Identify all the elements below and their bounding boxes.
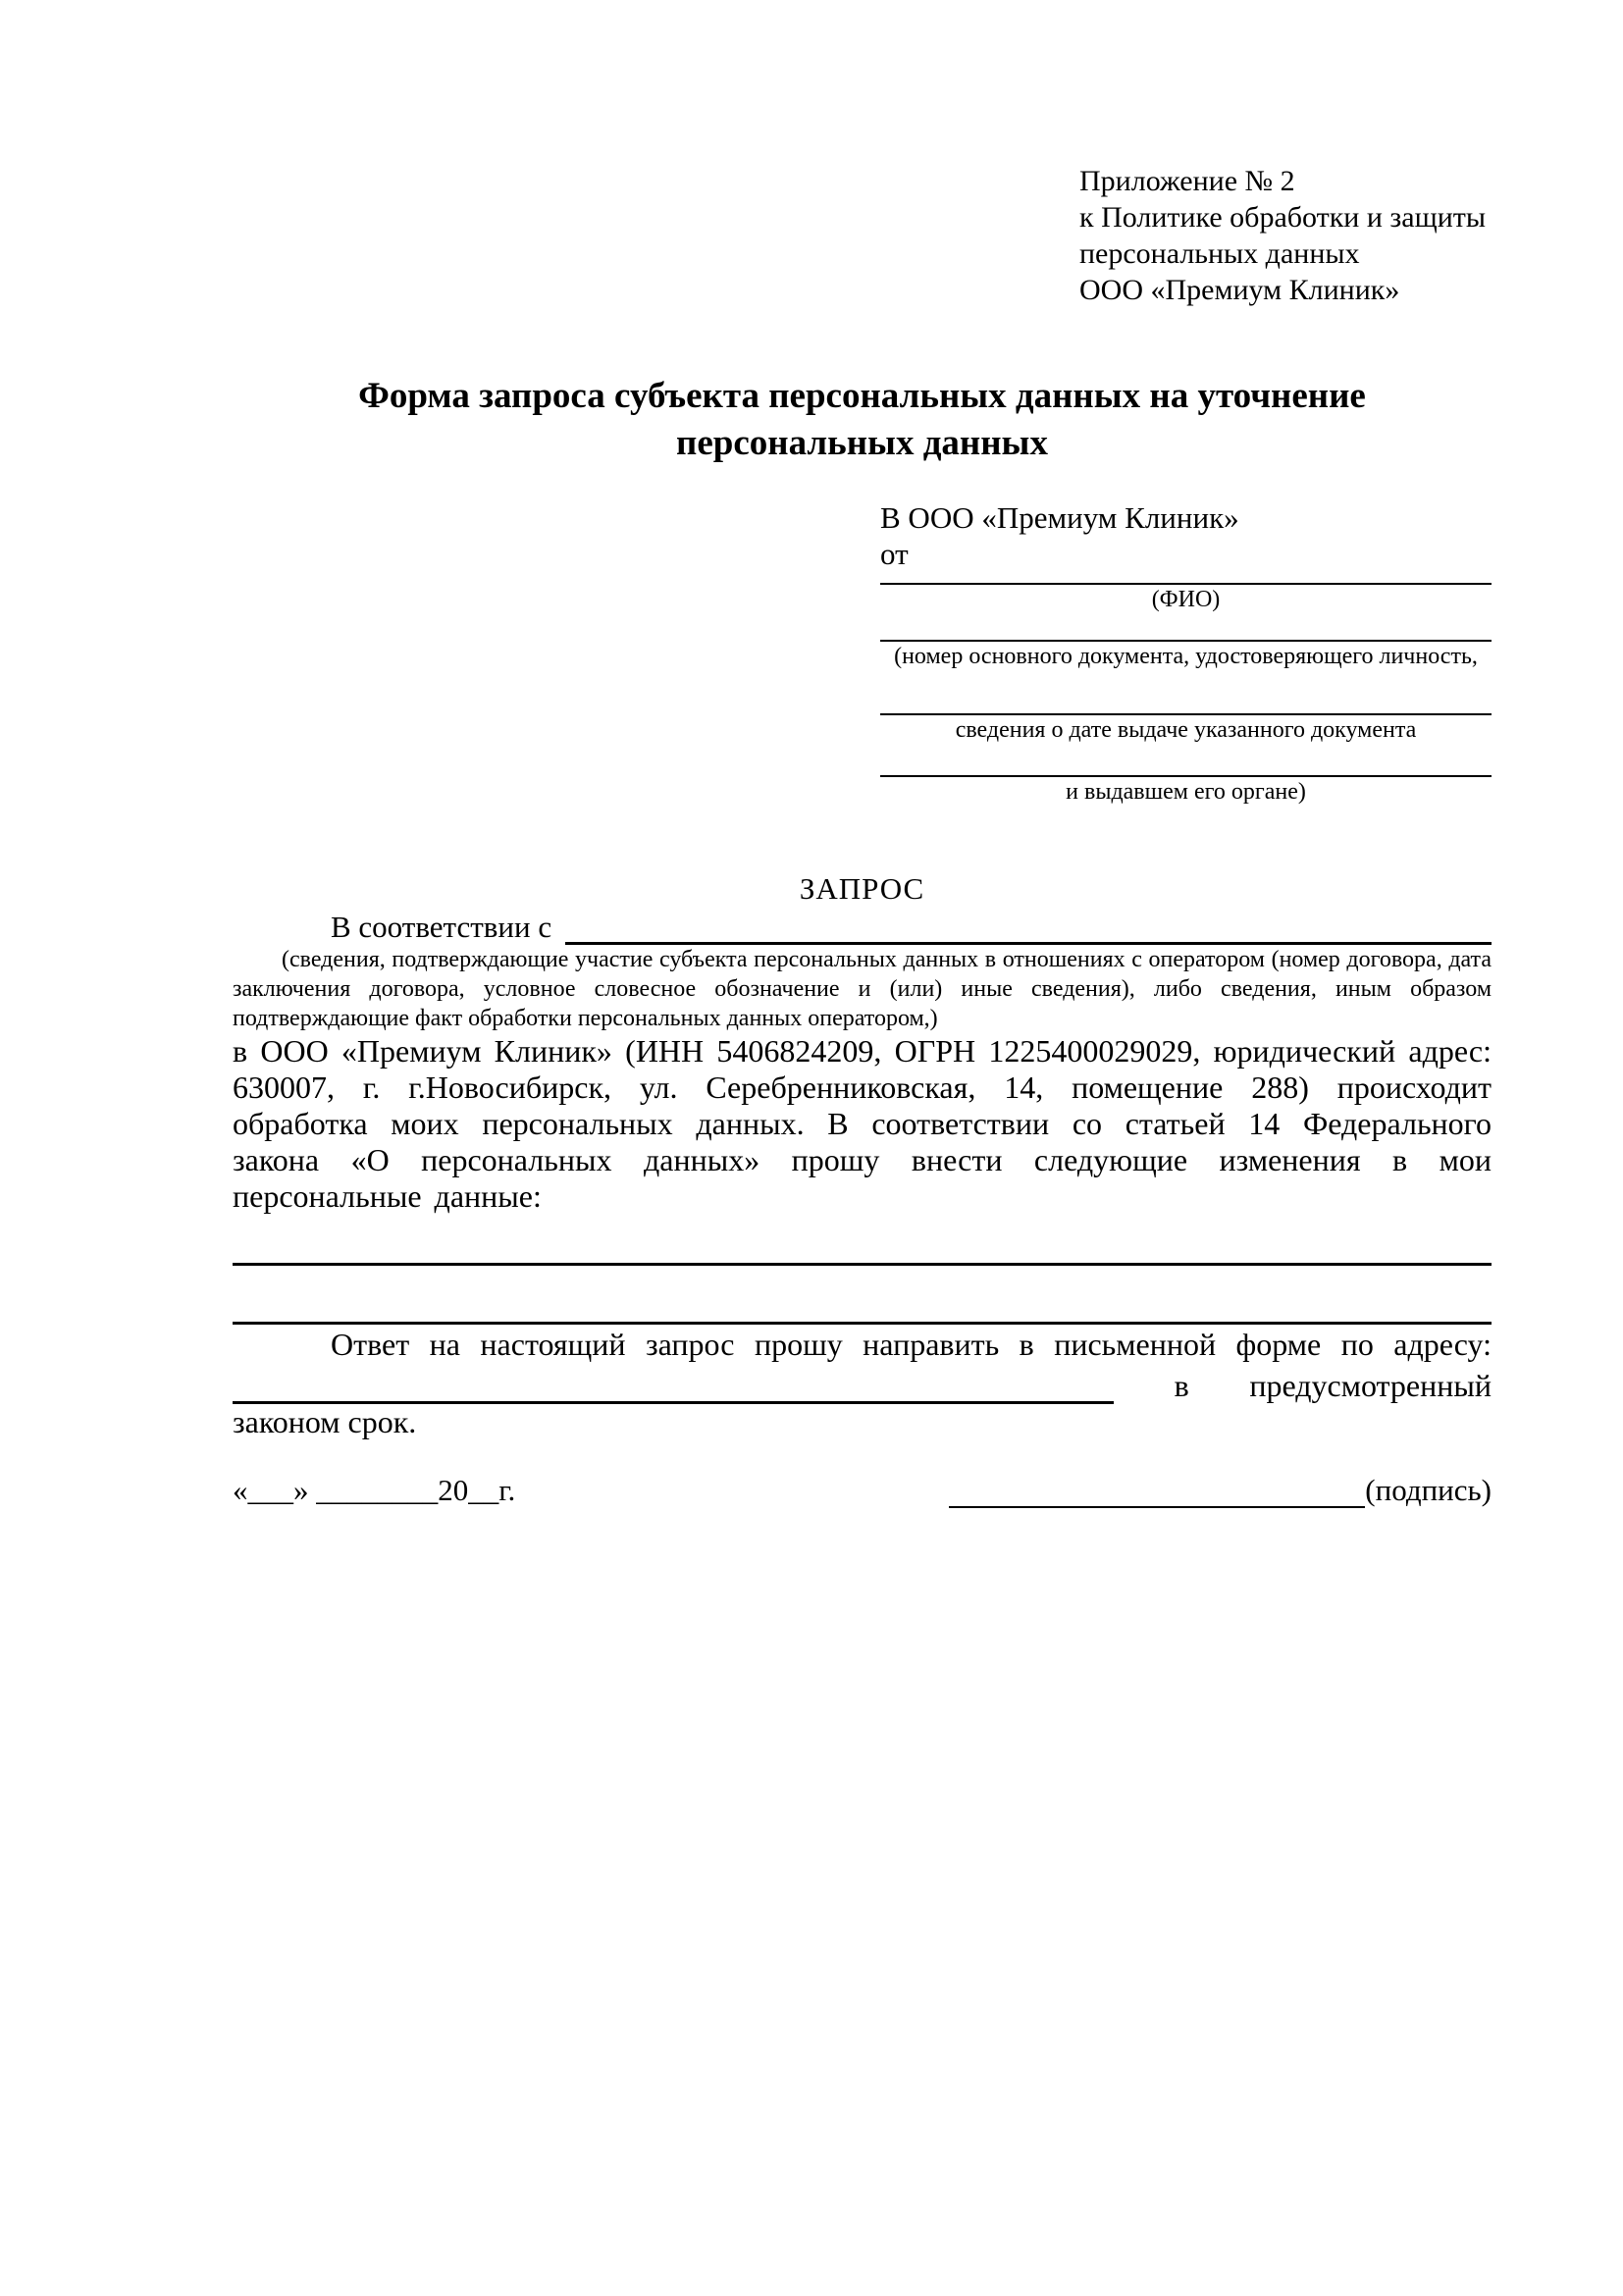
changes-blank-line-1[interactable] [233, 1215, 1492, 1266]
annex-note [1079, 163, 1492, 308]
changes-blank-line-2[interactable] [233, 1266, 1492, 1325]
request-body-paragraph: в ООО «Премиум Клиник» (ИНН 5406824209, ОГРН 1225400029029, юридический адрес: 630007, г. г.Новосибирск, ул. Серебренниковская, 14, помещение 288) происходит обработка моих персональных данных. В соответствии со статьей 14 Федерального закона «О персональных данных» прошу внести следующие изменения в мои персональные данные: [233, 1033, 1492, 1214]
annex-note-line: персональных данных [1079, 237, 1360, 270]
fio-blank-line[interactable] [880, 572, 1492, 585]
addressee-from: от [880, 537, 909, 571]
signature-blank-line[interactable] [949, 1475, 1365, 1508]
reply-address-row [233, 1363, 1492, 1404]
document-issuer-caption: и выдавшем его органе) [1066, 779, 1306, 805]
annex-note-line: к Политике обработки и защиты [1079, 201, 1487, 234]
addressee-block [880, 499, 1492, 807]
document-date-caption: сведения о дате выдаче указанного документа [955, 717, 1417, 743]
document-number-caption: (номер основного документа, удостоверяющего личность, [894, 644, 1478, 669]
accordance-line [233, 909, 1492, 945]
reply-address-blank-line[interactable] [233, 1363, 1114, 1404]
annex-note-line: Приложение № 2 [1079, 165, 1295, 197]
document-number-blank-line[interactable] [880, 614, 1492, 642]
reply-request-line: Ответ на настоящий запрос прошу направить в письменной форме по адресу: [331, 1327, 1492, 1362]
document-date-blank-line[interactable] [880, 671, 1492, 715]
request-heading: ЗАПРОС [799, 871, 925, 906]
date-blank[interactable]: «___» ________20__г. [233, 1473, 516, 1507]
addressee-to: В ООО «Премиум Клиник» [880, 500, 1239, 535]
page-title: Форма запроса субъекта персональных данных на уточнение персональных данных [358, 376, 1366, 463]
accordance-fine-print: (сведения, подтверждающие участие субъекта персональных данных в отношениях с оператором (номер договора, дата заключения договора, условное словесное обозначение и (или) иные сведения), либо сведения, иным образом подтверждающие факт обработки персональных данных оператором,) [233, 947, 1492, 1031]
accordance-blank-line[interactable] [565, 911, 1492, 945]
reply-word-predusmotrenny: предусмотренный [1249, 1368, 1492, 1403]
annex-note-line: ООО «Премиум Клиник» [1079, 274, 1400, 306]
document-issuer-blank-line[interactable] [880, 745, 1492, 777]
date-signature-row [233, 1472, 1492, 1508]
signature-group [949, 1472, 1492, 1508]
reply-term-line: законом срок. [233, 1404, 417, 1439]
signature-caption: (подпись) [1365, 1473, 1492, 1507]
accordance-prefix: В соответствии с [331, 910, 552, 944]
reply-word-v: в [1174, 1368, 1189, 1403]
fio-caption: (ФИО) [1151, 587, 1221, 612]
